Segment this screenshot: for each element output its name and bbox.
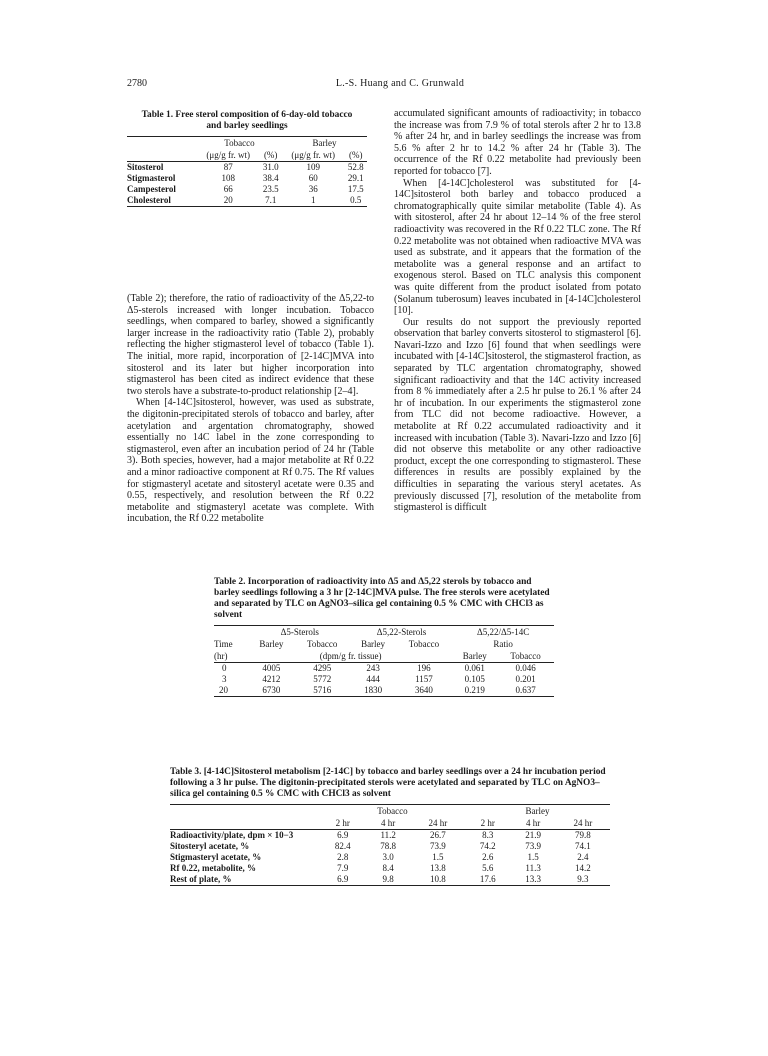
- table-1-unit-header: (μg/g fr. wt): [291, 150, 335, 160]
- table-3: [170, 767, 610, 886]
- table-row: [127, 162, 367, 173]
- cell: 74.2: [479, 841, 496, 851]
- col-header: Barley: [361, 639, 386, 649]
- cell: 108: [221, 173, 235, 183]
- table-1-unit-header: (μg/g fr. wt): [206, 150, 250, 160]
- cell: 444: [366, 674, 380, 684]
- row-label: 20: [219, 685, 228, 695]
- left-column-text: [127, 293, 374, 525]
- cell: 0.105: [464, 674, 485, 684]
- table-row: [214, 663, 554, 674]
- paragraph: (Table 2); therefore, the ratio of radioactivity of the Δ5,22-to Δ5-sterols increased with longer incubation. Tobacco seedlings, when compared to barley, showed a significantly larger increase in the radioactivity ratio (Table 2), probably reflecting the higher stigmasterol level of tobacco (Table 1). The initial, more rapid, incorporation of [2-14C]MVA into sitosterol and its later but higher incorporation into stigmasterol has been cited as indirect evidence that these two sterols have a substrate-to-product relationship [2–4].: [127, 293, 374, 397]
- row-label: Cholesterol: [127, 195, 171, 205]
- right-column-text: [394, 108, 641, 514]
- table-row: [127, 195, 367, 206]
- table-row: [170, 874, 610, 885]
- cell: 2.6: [482, 852, 494, 862]
- cell: 78.8: [380, 841, 397, 851]
- cell: 13.8: [430, 863, 446, 873]
- cell: 0.046: [515, 663, 536, 673]
- table-2-time-unit: (hr): [214, 651, 228, 661]
- table-row: [127, 184, 367, 195]
- table-1-unit-header: (%): [263, 150, 278, 160]
- cell: 3.0: [382, 852, 394, 862]
- running-title: L.-S. Huang and C. Grunwald: [335, 78, 465, 89]
- table-row: [170, 852, 610, 863]
- col-header: 24 hr: [573, 818, 593, 828]
- table-1-caption-line-2: and barley seedlings: [206, 121, 288, 131]
- cell: 8.3: [482, 830, 494, 840]
- cell: 5772: [313, 674, 332, 684]
- cell: 1.5: [432, 852, 444, 862]
- cell: 14.2: [575, 863, 591, 873]
- cell: 3640: [414, 685, 433, 695]
- cell: 196: [417, 663, 431, 673]
- paragraph: Our results do not support the previously reported observation that barley converts sitosterol to stigmasterol [6]. Navari-Izzo and Izzo [6] found that when seedlings were incubated with [4-14C]sitosterol, the stigmasterol fraction, as separated by TLC argentation chromatography, showed significant radioactivity and that the 14C activity increased from 8 % immediately after a 2.5 hr pulse to 26.1 % after 24 hr of incubation. In our experiments the stigmasterol zone from TLC did not become radioactive. However, a metabolite at Rf 0.22 accumulated radioactivity and it increased with incubation (Table 3). Navari-Izzo and Izzo [6] did not observe this metabolite or any other radioactive product, except the one corresponding to stigmasterol. These differences in results are possibly explained by the difficulties in separating the various steryl acetates. As previously discussed [7], resolution of the metabolite from stigmasterol is difficult: [394, 316, 641, 514]
- table-row: [170, 841, 610, 852]
- row-label: Sitosterol: [127, 162, 164, 172]
- cell: 6730: [262, 685, 281, 695]
- row-label: Rest of plate, %: [170, 874, 232, 884]
- cell: 1157: [415, 674, 433, 684]
- table-1-group-tobacco: Tobacco: [224, 138, 255, 148]
- col-header: Tobacco: [510, 651, 541, 661]
- cell: 0.637: [515, 685, 536, 695]
- cell: 17.6: [479, 874, 496, 884]
- paragraph: When [4-14C]cholesterol was substituted for [4-14C]sitosterol both barley and tobacco produced a chromatographically quite similar metabolite (Table 4). As with sitosterol, after 24 hr about 12–14 % of the free sterol radioactivity was recovered in the Rf 0.22 TLC zone. The Rf 0.22 metabolite was not obtained when radioactive MVA was used as substrate, and it appears that the formation of the metabolite was a general response and an artifact to exogenous sterol. Based on TLC analysis this component was quite different from the product isolated from potato (Solanum tuberosum) leaves incubated in [4-14C]cholesterol [10].: [394, 177, 641, 317]
- cell: 2.4: [577, 852, 589, 862]
- cell: 10.8: [430, 874, 446, 884]
- row-label: Stigmasterol: [127, 173, 176, 183]
- col-header: 2 hr: [335, 818, 350, 828]
- row-label: 0: [222, 663, 227, 673]
- table-3-group-tobacco: Tobacco: [377, 806, 408, 816]
- cell: 17.5: [347, 184, 364, 194]
- col-header: 2 hr: [480, 818, 495, 828]
- row-label: Rf 0.22, metabolite, %: [170, 863, 256, 873]
- table-row: [170, 863, 610, 874]
- row-label: Radioactivity/plate, dpm × 10−3: [170, 830, 294, 840]
- cell: 36: [308, 184, 318, 194]
- paragraph: accumulated significant amounts of radioactivity; in tobacco the increase was from 7.9 % of total sterols after 2 hr to 13.8 % after 24 hr, and in barley seedlings the increase was from 5.6 % after 2 hr to 14.2 % after 24 hr (Table 3). The occurrence of the Rf 0.22 metabolite had previously been reported for tobacco [7].: [394, 108, 641, 177]
- cell: 74.1: [575, 841, 591, 851]
- paragraph: When [4-14C]sitosterol, however, was used as substrate, the digitonin-precipitated sterols of tobacco and barley, after acetylation and argentation chromatography, showed essentially no 14C label in the zone corresponding to stigmasterol, even after an incubation period of 24 hr (Table 3). Both species, however, had a major metabolite at Rf 0.22 and a minor radioactive component at Rf 0.75. The Rf values for stigmasteryl acetate and sitosteryl acetate were 0.35 and 0.55, respectively, and resolution between the Rf 0.22 metabolite and stigmasteryl acetate was complete. With incubation, the Rf 0.22 metabolite: [127, 397, 374, 525]
- table-row: [214, 674, 554, 685]
- table-1: [127, 110, 367, 207]
- table-2-group-header: Δ5,22/Δ5-14C: [476, 627, 530, 637]
- cell: 243: [366, 663, 380, 673]
- page-number: 2780: [127, 78, 147, 89]
- col-header: 4 hr: [526, 818, 541, 828]
- cell: 5716: [313, 685, 332, 695]
- table-2-unit-label: (dpm/g fr. tissue): [319, 651, 382, 661]
- table-1-grid: [127, 136, 367, 207]
- cell: 60: [308, 173, 318, 183]
- cell: 4295: [313, 663, 332, 673]
- table-2-ratio-label: Ratio: [493, 639, 513, 649]
- cell: 38.4: [262, 173, 279, 183]
- cell: 52.8: [347, 162, 364, 172]
- row-label: Campesterol: [127, 184, 176, 194]
- col-header: Barley: [462, 651, 487, 661]
- row-label: Sitosteryl acetate, %: [170, 841, 250, 851]
- cell: 5.6: [482, 863, 494, 873]
- cell: 1: [310, 195, 316, 205]
- cell: 73.9: [525, 841, 541, 851]
- cell: 79.8: [575, 830, 591, 840]
- col-header: 4 hr: [381, 818, 396, 828]
- cell: 0.5: [350, 195, 362, 205]
- cell: 11.2: [380, 830, 396, 840]
- cell: 4212: [262, 674, 281, 684]
- cell: 0.219: [464, 685, 485, 695]
- cell: 73.9: [430, 841, 446, 851]
- table-2-group-header: Δ5,22-Sterols: [376, 627, 427, 637]
- table-row: [127, 173, 367, 184]
- cell: 21.9: [525, 830, 541, 840]
- cell: 29.1: [347, 173, 364, 183]
- table-row: [214, 685, 554, 696]
- cell: 109: [306, 162, 320, 172]
- cell: 9.3: [577, 874, 589, 884]
- cell: 4005: [262, 663, 281, 673]
- table-row: [170, 830, 610, 841]
- table-2-grid: [214, 625, 554, 697]
- cell: 6.9: [337, 874, 349, 884]
- table-2: [214, 577, 554, 697]
- col-header: Tobacco: [408, 639, 440, 649]
- cell: 1.5: [527, 852, 539, 862]
- table-3-group-barley: Barley: [525, 806, 550, 816]
- cell: 7.9: [337, 863, 349, 873]
- cell: 8.4: [382, 863, 394, 873]
- table-1-unit-header: (%): [348, 150, 363, 160]
- cell: 7.1: [265, 195, 277, 205]
- cell: 1830: [364, 685, 383, 695]
- table-1-caption: [127, 110, 367, 132]
- cell: 82.4: [334, 841, 351, 851]
- table-2-time-label: Time: [214, 639, 233, 649]
- cell: 66: [223, 184, 233, 194]
- cell: 87: [223, 162, 233, 172]
- cell: 11.3: [525, 863, 541, 873]
- col-header: Tobacco: [307, 639, 338, 649]
- cell: 6.9: [337, 830, 349, 840]
- cell: 26.7: [430, 830, 446, 840]
- table-3-caption: Table 3. [4-14C]Sitosterol metabolism [2-14C] by tobacco and barley seedlings over a 24 hr incubation period following a 3 hr pulse. The digitonin-precipitated sterols were acetylated and separated by TLC on AgNO3–silica gel containing 0.5 % CMC with CHCl3 as solvent: [170, 767, 606, 799]
- cell: 2.8: [337, 852, 349, 862]
- cell: 0.061: [464, 663, 485, 673]
- cell: 13.3: [525, 874, 541, 884]
- cell: 9.8: [382, 874, 394, 884]
- table-2-group-header: Δ5-Sterols: [280, 627, 319, 637]
- table-2-caption: Table 2. Incorporation of radioactivity into Δ5 and Δ5,22 sterols by tobacco and barley seedlings following a 3 hr [2-14C]MVA pulse. The free sterols were acetylated and separated by TLC on AgNO3–silica gel containing 0.5 % CMC with CHCl3 as solvent: [214, 577, 550, 620]
- cell: 31.0: [262, 162, 279, 172]
- col-header: Barley: [259, 639, 284, 649]
- row-label: Stigmasteryl acetate, %: [170, 852, 262, 862]
- cell: 23.5: [262, 184, 279, 194]
- row-label: 3: [222, 674, 227, 684]
- cell: 0.201: [515, 674, 536, 684]
- col-header: 24 hr: [428, 818, 448, 828]
- cell: 20: [223, 195, 233, 205]
- table-3-grid: [170, 804, 610, 886]
- table-1-group-barley: Barley: [312, 138, 337, 148]
- table-1-caption-line-1: Table 1. Free sterol composition of 6-day-old tobacco: [141, 110, 353, 120]
